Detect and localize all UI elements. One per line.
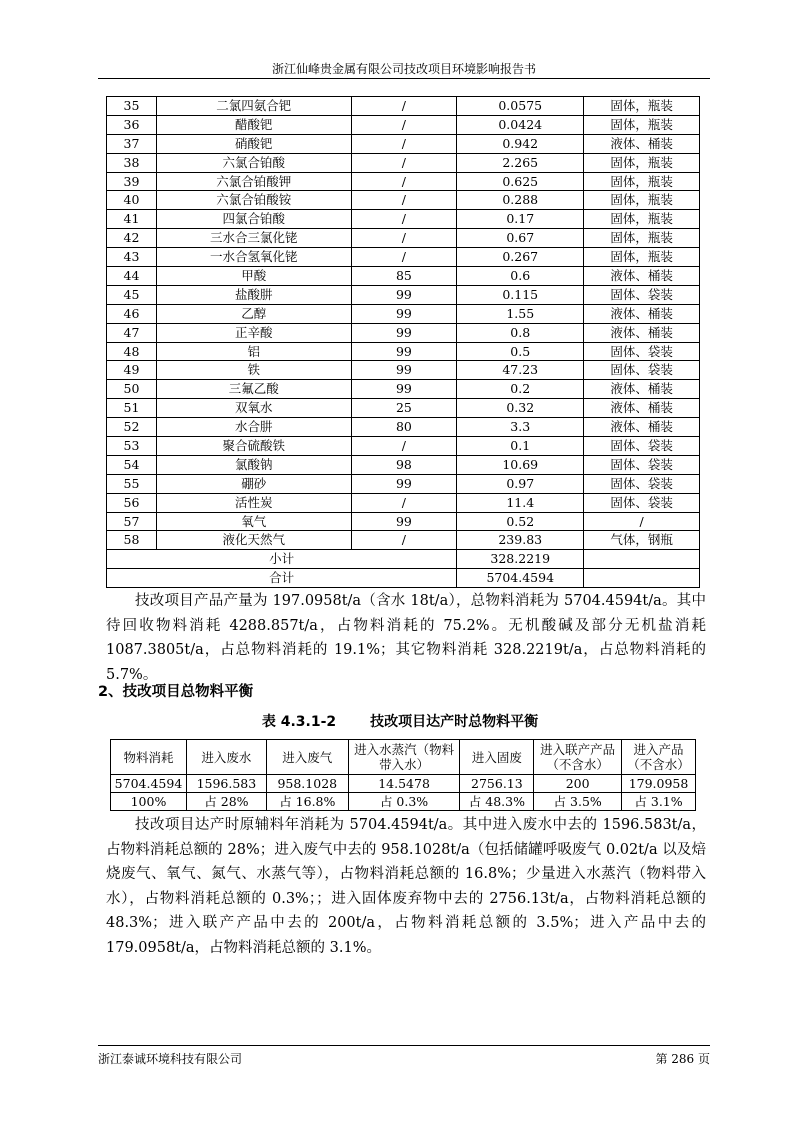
- purity-cell: 99: [351, 342, 457, 361]
- balance-value-cell: 958.1028: [266, 775, 348, 793]
- purity-cell: /: [351, 248, 457, 267]
- storage-cell: 固体、袋装: [584, 493, 700, 512]
- material-name-cell: 六氯合铂酸钾: [156, 172, 351, 191]
- material-name-cell: 六氯合铂酸: [156, 153, 351, 172]
- consumption-cell: 0.32: [457, 399, 584, 418]
- storage-cell: 液体、桶装: [584, 304, 700, 323]
- balance-percent-row: [111, 793, 696, 811]
- table-caption-number: 表 4.3.1-2: [261, 714, 337, 730]
- row-number-cell: 41: [107, 210, 157, 229]
- storage-cell: 固体，瓶装: [584, 229, 700, 248]
- consumption-cell: 0.52: [457, 512, 584, 531]
- material-row: [107, 134, 700, 153]
- material-name-cell: 二氯四氨合钯: [156, 97, 351, 116]
- consumption-cell: 0.8: [457, 323, 584, 342]
- storage-cell: 固体，瓶装: [584, 191, 700, 210]
- purity-cell: /: [351, 172, 457, 191]
- material-row: [107, 285, 700, 304]
- balance-value-cell: 14.5478: [348, 775, 460, 793]
- storage-cell: 液体、桶装: [584, 323, 700, 342]
- row-number-cell: 44: [107, 267, 157, 286]
- consumption-cell: 1.55: [457, 304, 584, 323]
- balance-percent-cell: 占 3.1%: [622, 793, 696, 811]
- row-number-cell: 37: [107, 134, 157, 153]
- material-row: [107, 399, 700, 418]
- material-row: [107, 474, 700, 493]
- row-number-cell: 45: [107, 285, 157, 304]
- consumption-cell: 0.67: [457, 229, 584, 248]
- storage-cell: 固体、袋装: [584, 455, 700, 474]
- material-name-cell: 四氯合铂酸: [156, 210, 351, 229]
- material-row: [107, 512, 700, 531]
- row-number-cell: 48: [107, 342, 157, 361]
- balance-header-cell: 进入废气: [266, 740, 348, 775]
- material-row: [107, 361, 700, 380]
- purity-cell: /: [351, 493, 457, 512]
- subtotal-row: [107, 550, 700, 569]
- material-row: [107, 153, 700, 172]
- total-row-value: 5704.4594: [457, 569, 584, 588]
- consumption-cell: 0.625: [457, 172, 584, 191]
- consumption-cell: 0.942: [457, 134, 584, 153]
- material-name-cell: 水合肼: [156, 418, 351, 437]
- purity-cell: /: [351, 191, 457, 210]
- storage-cell: 固体、袋装: [584, 474, 700, 493]
- row-number-cell: 49: [107, 361, 157, 380]
- page-header-title: 浙江仙峰贵金属有限公司技改项目环境影响报告书: [271, 62, 536, 76]
- row-number-cell: 53: [107, 437, 157, 456]
- material-row: [107, 455, 700, 474]
- subtotal-row-empty: [584, 550, 700, 569]
- purity-cell: /: [351, 229, 457, 248]
- material-row: [107, 342, 700, 361]
- table-caption: [0, 711, 800, 731]
- material-name-cell: 三氟乙酸: [156, 380, 351, 399]
- subtotal-row-label: 小计: [107, 550, 457, 569]
- material-name-cell: 铁: [156, 361, 351, 380]
- consumption-cell: 0.267: [457, 248, 584, 267]
- purity-cell: /: [351, 97, 457, 116]
- consumption-cell: 0.5: [457, 342, 584, 361]
- purity-cell: 99: [351, 474, 457, 493]
- balance-header-cell: 进入联产产品（不含水）: [534, 740, 622, 775]
- balance-value-cell: 1596.583: [186, 775, 266, 793]
- material-name-cell: 三水合三氯化铑: [156, 229, 351, 248]
- row-number-cell: 46: [107, 304, 157, 323]
- storage-cell: 固体，瓶装: [584, 97, 700, 116]
- material-name-cell: 甲酸: [156, 267, 351, 286]
- purity-cell: 99: [351, 285, 457, 304]
- consumption-cell: 0.0424: [457, 115, 584, 134]
- balance-percent-cell: 100%: [111, 793, 187, 811]
- total-row-label: 合计: [107, 569, 457, 588]
- consumption-cell: 0.6: [457, 267, 584, 286]
- material-row: [107, 437, 700, 456]
- header-divider: [98, 78, 710, 79]
- material-row: [107, 248, 700, 267]
- balance-value-cell: 2756.13: [460, 775, 534, 793]
- consumption-cell: 2.265: [457, 153, 584, 172]
- row-number-cell: 40: [107, 191, 157, 210]
- row-number-cell: 56: [107, 493, 157, 512]
- storage-cell: 固体、袋装: [584, 342, 700, 361]
- balance-header-cell: 进入水蒸汽（物料带入水）: [348, 740, 460, 775]
- purity-cell: /: [351, 210, 457, 229]
- row-number-cell: 54: [107, 455, 157, 474]
- material-balance-table: [110, 739, 696, 811]
- material-name-cell: 液化天然气: [156, 531, 351, 550]
- balance-header-cell: 进入固废: [460, 740, 534, 775]
- balance-percent-cell: 占 48.3%: [460, 793, 534, 811]
- consumption-cell: 239.83: [457, 531, 584, 550]
- material-name-cell: 乙醇: [156, 304, 351, 323]
- purity-cell: 80: [351, 418, 457, 437]
- consumption-cell: 11.4: [457, 493, 584, 512]
- storage-cell: 固体，瓶装: [584, 248, 700, 267]
- row-number-cell: 57: [107, 512, 157, 531]
- row-number-cell: 47: [107, 323, 157, 342]
- balance-value-cell: 179.0958: [622, 775, 696, 793]
- purity-cell: 99: [351, 380, 457, 399]
- balance-header-cell: 物料消耗: [111, 740, 187, 775]
- storage-cell: 气体，钢瓶: [584, 531, 700, 550]
- row-number-cell: 50: [107, 380, 157, 399]
- storage-cell: 液体、桶装: [584, 134, 700, 153]
- row-number-cell: 58: [107, 531, 157, 550]
- material-name-cell: 醋酸钯: [156, 115, 351, 134]
- consumption-cell: 0.17: [457, 210, 584, 229]
- material-name-cell: 六氯合铂酸铵: [156, 191, 351, 210]
- balance-value-cell: 5704.4594: [111, 775, 187, 793]
- balance-values-row: [111, 775, 696, 793]
- consumption-cell: 0.2: [457, 380, 584, 399]
- table-caption-title: 技改项目达产时总物料平衡: [370, 714, 539, 730]
- row-number-cell: 55: [107, 474, 157, 493]
- storage-cell: 固体，瓶装: [584, 172, 700, 191]
- material-name-cell: 铝: [156, 342, 351, 361]
- material-row: [107, 97, 700, 116]
- material-name-cell: 氧气: [156, 512, 351, 531]
- total-row: [107, 569, 700, 588]
- row-number-cell: 52: [107, 418, 157, 437]
- material-row: [107, 115, 700, 134]
- subtotal-row-value: 328.2219: [457, 550, 584, 569]
- purity-cell: /: [351, 115, 457, 134]
- row-number-cell: 42: [107, 229, 157, 248]
- row-number-cell: 51: [107, 399, 157, 418]
- purity-cell: 98: [351, 455, 457, 474]
- material-row: [107, 380, 700, 399]
- row-number-cell: 38: [107, 153, 157, 172]
- purity-cell: /: [351, 437, 457, 456]
- consumption-cell: 0.1: [457, 437, 584, 456]
- material-name-cell: 氯酸钠: [156, 455, 351, 474]
- balance-header-cell: 进入产品（不含水）: [622, 740, 696, 775]
- paragraph-product-output: 技改项目产品产量为 197.0958t/a（含水 18t/a），总物料消耗为 5704.4594t/a。其中待回收物料消耗 4288.857t/a，占物料消耗的 75.2%。无机酸碱及部分无机盐消耗 1087.3805t/a，占总物料消耗的 19.1%；其它物料消耗 328.2219t/a，占总物料消耗的 5.7%。: [106, 593, 706, 683]
- material-row: [107, 493, 700, 512]
- storage-cell: /: [584, 512, 700, 531]
- material-row: [107, 304, 700, 323]
- purity-cell: 99: [351, 323, 457, 342]
- balance-percent-cell: 占 28%: [186, 793, 266, 811]
- material-name-cell: 硝酸钯: [156, 134, 351, 153]
- purity-cell: /: [351, 531, 457, 550]
- storage-cell: 液体、桶装: [584, 418, 700, 437]
- storage-cell: 固体，瓶装: [584, 115, 700, 134]
- material-name-cell: 盐酸肼: [156, 285, 351, 304]
- paragraph-balance-description: 技改项目达产时原辅料年消耗为 5704.4594t/a。其中进入废水中去的 1596.583t/a，占物料消耗总额的 28%；进入废气中去的 958.1028t/a（包括储罐呼吸废气 0.02t/a 以及焙烧废气、氧气、氮气、水蒸气等），占物料消耗总额的 16.8%；少量进入水蒸汽（物料带入水），占物料消耗总额的 0.3%；；进入固体废弃物中去的 2756.13t/a，占物料消耗总额的 48.3%；进入联产产品中去的 200t/a，占物料消耗总额的 3.5%；进入产品中去的 179.0958t/a，占物料消耗总额的 3.1%。: [106, 817, 706, 956]
- purity-cell: 99: [351, 361, 457, 380]
- storage-cell: 固体、袋装: [584, 361, 700, 380]
- balance-header-row: [111, 740, 696, 775]
- material-row: [107, 531, 700, 550]
- footer-page-number: 第 286 页: [655, 1052, 710, 1066]
- storage-cell: 液体、桶装: [584, 267, 700, 286]
- material-row: [107, 210, 700, 229]
- storage-cell: 固体，瓶装: [584, 153, 700, 172]
- material-name-cell: 硼砂: [156, 474, 351, 493]
- material-name-cell: 活性炭: [156, 493, 351, 512]
- balance-percent-cell: 占 16.8%: [266, 793, 348, 811]
- material-name-cell: 正辛酸: [156, 323, 351, 342]
- material-name-cell: 双氧水: [156, 399, 351, 418]
- consumption-cell: 0.97: [457, 474, 584, 493]
- material-row: [107, 267, 700, 286]
- purity-cell: /: [351, 153, 457, 172]
- consumption-cell: 47.23: [457, 361, 584, 380]
- material-row: [107, 418, 700, 437]
- storage-cell: 固体、袋装: [584, 285, 700, 304]
- purity-cell: 25: [351, 399, 457, 418]
- purity-cell: /: [351, 134, 457, 153]
- balance-percent-cell: 占 0.3%: [348, 793, 460, 811]
- row-number-cell: 43: [107, 248, 157, 267]
- purity-cell: 99: [351, 304, 457, 323]
- balance-percent-cell: 占 3.5%: [534, 793, 622, 811]
- storage-cell: 液体、桶装: [584, 380, 700, 399]
- row-number-cell: 36: [107, 115, 157, 134]
- material-row: [107, 323, 700, 342]
- material-name-cell: 一水合氢氧化铑: [156, 248, 351, 267]
- storage-cell: 固体，瓶装: [584, 210, 700, 229]
- section-heading: 2、技改项目总物料平衡: [98, 684, 254, 700]
- consumption-cell: 0.288: [457, 191, 584, 210]
- purity-cell: 85: [351, 267, 457, 286]
- row-number-cell: 35: [107, 97, 157, 116]
- balance-value-cell: 200: [534, 775, 622, 793]
- purity-cell: 99: [351, 512, 457, 531]
- materials-table: [106, 96, 700, 588]
- footer-company: 浙江泰诚环境科技有限公司: [98, 1052, 243, 1066]
- total-row-empty: [584, 569, 700, 588]
- consumption-cell: 0.115: [457, 285, 584, 304]
- material-row: [107, 191, 700, 210]
- storage-cell: 液体、桶装: [584, 399, 700, 418]
- material-name-cell: 聚合硫酸铁: [156, 437, 351, 456]
- consumption-cell: 10.69: [457, 455, 584, 474]
- material-row: [107, 229, 700, 248]
- consumption-cell: 3.3: [457, 418, 584, 437]
- material-row: [107, 172, 700, 191]
- row-number-cell: 39: [107, 172, 157, 191]
- storage-cell: 固体、袋装: [584, 437, 700, 456]
- footer-divider: [98, 1045, 710, 1046]
- balance-header-cell: 进入废水: [186, 740, 266, 775]
- consumption-cell: 0.0575: [457, 97, 584, 116]
